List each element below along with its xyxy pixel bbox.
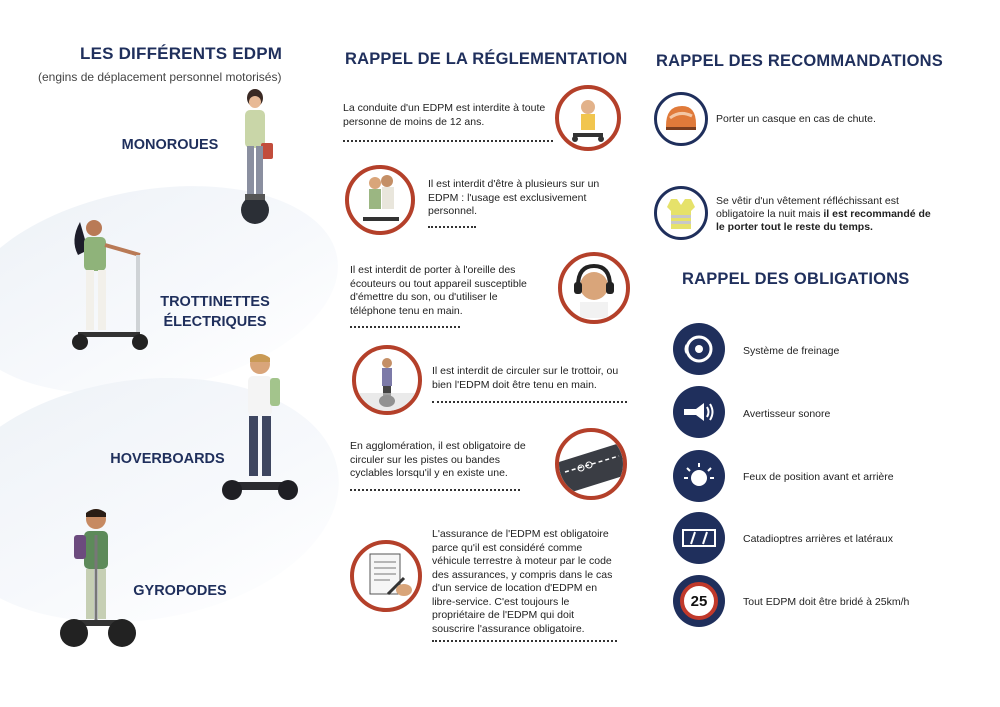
rule-divider — [432, 401, 627, 403]
horn-icon — [673, 386, 725, 438]
rule-text: Il est interdit de circuler sur le trottoir, ou bien l'EDPM doit être tenu en main. — [432, 365, 619, 391]
bike-lane-icon — [555, 428, 627, 500]
rule-text: La conduite d'un EDPM est interdite à toute personne de moins de 12 ans. — [343, 102, 546, 128]
sidewalk-rider-icon — [352, 345, 422, 415]
two-riders-icon — [345, 165, 415, 235]
devices-title: LES DIFFÉRENTS EDPM — [80, 44, 283, 63]
recommendation-text-normal: Se vêtir d'un vêtement réfléchissant est obligatoire la nuit mais — [716, 195, 899, 220]
rule-divider — [343, 140, 553, 142]
reflective-vest-icon — [654, 186, 708, 240]
rule-divider — [428, 226, 476, 228]
insurance-document-icon — [350, 540, 422, 612]
recommendation-text — [716, 195, 941, 234]
obligation-text: Tout EDPM doit être bridé à 25km/h — [743, 596, 910, 608]
recommendations-title: RAPPEL DES RECOMMANDATIONS — [656, 52, 943, 70]
rule-text: Il est interdit d'être à plusieurs sur un EDPM : l'usage est exclusivement personnel. — [428, 178, 600, 217]
light-icon — [673, 450, 725, 502]
device-label-trottinettes: TROTTINETTES ÉLECTRIQUES — [160, 294, 270, 330]
speed-limit-value: 25 — [690, 592, 708, 610]
gyropode-rider-illustration — [60, 505, 140, 655]
rule-text: L'assurance de l'EDPM est obligatoire parce qu'il est considéré comme véhicule terrestre à moteur par le code des assurances, y compris dans le cas d'un service de location d'EDPM en libre-service. C'est toujours le propriétaire de l'EDPM qui doit souscrire l'assurance obligatoire. — [432, 528, 613, 635]
headphones-icon — [558, 252, 630, 324]
speed-limit-icon — [673, 575, 725, 627]
brake-disc-icon — [673, 323, 725, 375]
child-rider-icon — [555, 85, 621, 151]
device-label-gyropodes: GYROPODES — [133, 583, 227, 599]
recommendation-text: Porter un casque en cas de chute. — [716, 113, 876, 125]
monowheel-rider-illustration — [225, 88, 285, 238]
rule-divider — [350, 489, 520, 491]
obligations-title: RAPPEL DES OBLIGATIONS — [682, 270, 910, 288]
obligation-text: Feux de position avant et arrière — [743, 471, 894, 483]
recommendation-text-bold: il est recommandé de le porter tout le reste du temps. — [716, 208, 931, 233]
background-swoosh — [0, 353, 355, 646]
obligation-text: Catadioptres arrières et latéraux — [743, 533, 893, 545]
rule-divider — [350, 326, 460, 328]
rule-text: Il est interdit de porter à l'oreille des écouteurs ou tout appareil susceptible d'émettre du son, ou d'utiliser le téléphone tenu en main. — [350, 264, 527, 317]
scooter-rider-illustration — [60, 210, 160, 360]
reflector-icon — [673, 512, 725, 564]
helmet-icon — [654, 92, 708, 146]
obligation-text: Système de freinage — [743, 345, 840, 357]
hoverboard-rider-illustration — [220, 350, 300, 510]
rule-text: En agglomération, il est obligatoire de circuler sur les pistes ou bandes cyclables lorsqu'il y en existe une. — [350, 440, 526, 479]
devices-subtitle: (engins de déplacement personnel motorisés) — [38, 70, 282, 84]
device-label-hoverboards: HOVERBOARDS — [110, 451, 225, 467]
rule-divider — [432, 640, 617, 642]
regulation-title: RAPPEL DE LA RÉGLEMENTATION — [345, 50, 628, 68]
obligation-text: Avertisseur sonore — [743, 408, 831, 420]
device-label-monoroues: MONOROUES — [121, 137, 219, 153]
